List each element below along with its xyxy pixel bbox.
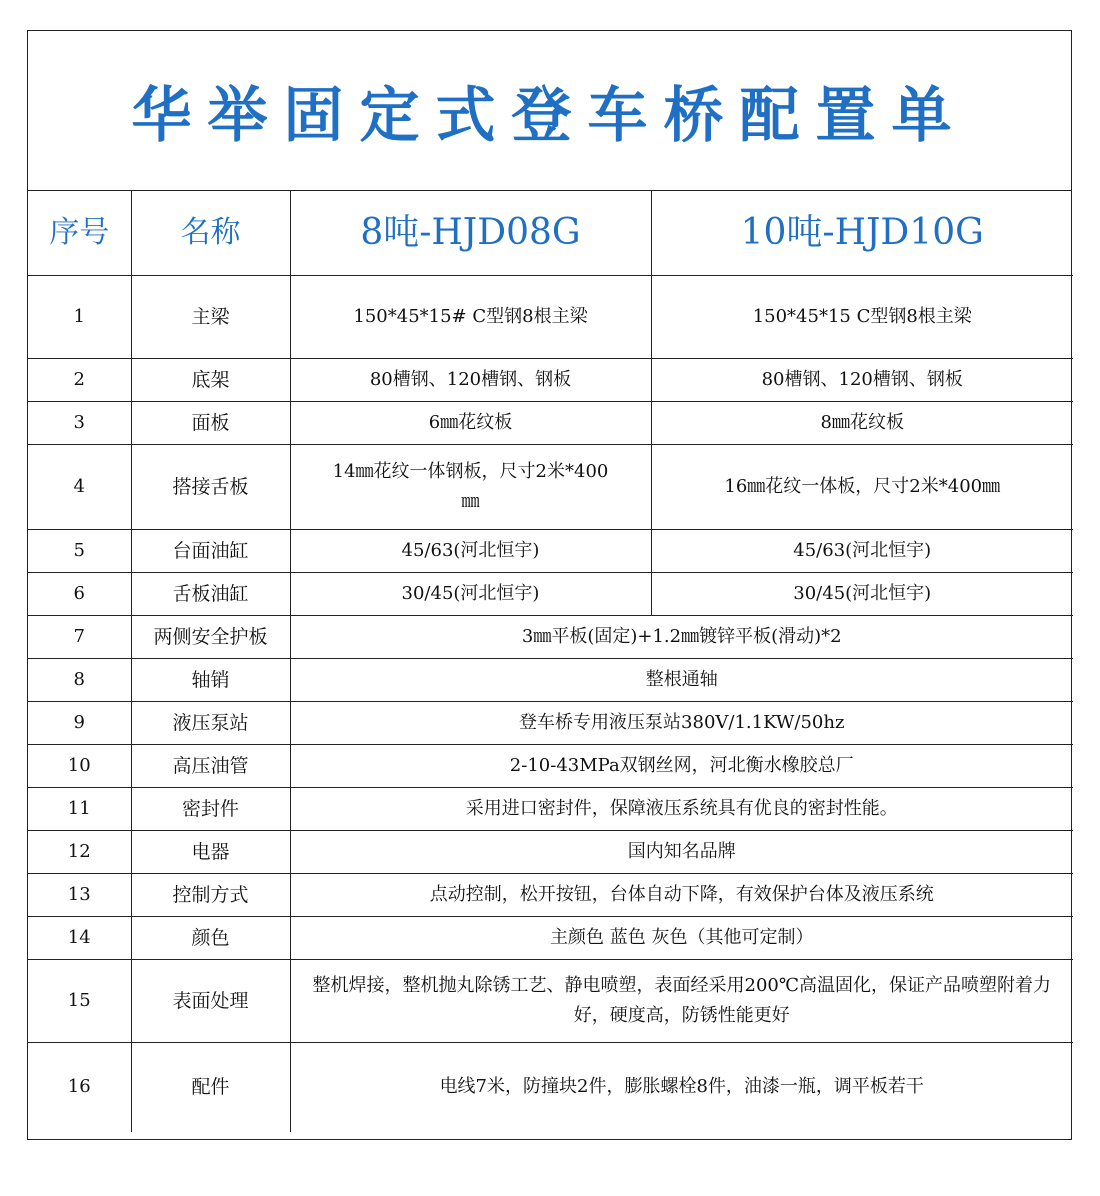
- row-value-10t: 30/45(河北恒宇): [651, 573, 1073, 616]
- row-value-10t: 150*45*15 C型钢8根主梁: [651, 276, 1073, 359]
- row-name: 台面油缸: [131, 530, 290, 573]
- row-value-shared: 3㎜平板(固定)+1.2㎜镀锌平板(滑动)*2: [290, 616, 1073, 659]
- row-value-shared: 采用进口密封件，保障液压系统具有优良的密封性能。: [290, 788, 1073, 831]
- row-value-shared: 2-10-43MPa双钢丝网，河北衡水橡胶总厂: [290, 745, 1073, 788]
- row-value-shared: 整机焊接，整机抛丸除锈工艺、静电喷塑，表面经采用200℃高温固化，保证产品喷塑附着力好，硬度高，防锈性能更好: [290, 960, 1073, 1043]
- row-name: 表面处理: [131, 960, 290, 1043]
- header-model-10t: 10吨-HJD10G: [651, 191, 1073, 276]
- table-row: [28, 960, 1073, 1043]
- table-row: [28, 745, 1073, 788]
- row-index: 3: [28, 402, 131, 445]
- row-value-10t: 8㎜花纹板: [651, 402, 1073, 445]
- header-model-8t: 8吨-HJD08G: [290, 191, 651, 276]
- row-value-shared: 登车桥专用液压泵站380V/1.1KW/50hz: [290, 702, 1073, 745]
- row-index: 10: [28, 745, 131, 788]
- header-index: 序号: [28, 191, 131, 276]
- table-row: [28, 659, 1073, 702]
- row-name: 面板: [131, 402, 290, 445]
- row-index: 5: [28, 530, 131, 573]
- row-index: 9: [28, 702, 131, 745]
- row-index: 13: [28, 874, 131, 917]
- header-row: [28, 191, 1073, 276]
- row-index: 15: [28, 960, 131, 1043]
- row-index: 14: [28, 917, 131, 960]
- row-value-10t: 45/63(河北恒宇): [651, 530, 1073, 573]
- row-value-shared: 整根通轴: [290, 659, 1073, 702]
- row-index: 16: [28, 1043, 131, 1132]
- row-value-10t: 16㎜花纹一体板，尺寸2米*400㎜: [651, 445, 1073, 530]
- title-row: [28, 31, 1071, 191]
- row-value-shared: 电线7米，防撞块2件，膨胀螺栓8件，油漆一瓶，调平板若干: [290, 1043, 1073, 1132]
- table-row: [28, 573, 1073, 616]
- row-name: 轴销: [131, 659, 290, 702]
- table-row: [28, 917, 1073, 960]
- table-row: [28, 402, 1073, 445]
- table-row: [28, 276, 1073, 359]
- row-index: 6: [28, 573, 131, 616]
- row-index: 2: [28, 359, 131, 402]
- row-value-8t: 45/63(河北恒宇): [290, 530, 651, 573]
- row-index: 7: [28, 616, 131, 659]
- table-row: [28, 530, 1073, 573]
- table-row: [28, 1043, 1073, 1132]
- row-index: 4: [28, 445, 131, 530]
- row-value-10t: 80槽钢、120槽钢、钢板: [651, 359, 1073, 402]
- row-name: 颜色: [131, 917, 290, 960]
- table-row: [28, 616, 1073, 659]
- row-value-8t: 150*45*15# C型钢8根主梁: [290, 276, 651, 359]
- header-name: 名称: [131, 191, 290, 276]
- row-index: 12: [28, 831, 131, 874]
- row-value-8t: 6㎜花纹板: [290, 402, 651, 445]
- table-row: [28, 788, 1073, 831]
- row-value-8t: 80槽钢、120槽钢、钢板: [290, 359, 651, 402]
- table-row: [28, 702, 1073, 745]
- row-name: 电器: [131, 831, 290, 874]
- row-name: 底架: [131, 359, 290, 402]
- config-sheet: [27, 30, 1072, 1140]
- config-table: [28, 191, 1073, 1132]
- row-name: 高压油管: [131, 745, 290, 788]
- table-row: [28, 831, 1073, 874]
- row-name: 控制方式: [131, 874, 290, 917]
- row-name: 主梁: [131, 276, 290, 359]
- row-index: 8: [28, 659, 131, 702]
- row-name: 配件: [131, 1043, 290, 1132]
- row-name: 搭接舌板: [131, 445, 290, 530]
- row-value-shared: 主颜色 蓝色 灰色（其他可定制）: [290, 917, 1073, 960]
- row-name: 密封件: [131, 788, 290, 831]
- row-name: 舌板油缸: [131, 573, 290, 616]
- row-value-8t: 30/45(河北恒宇): [290, 573, 651, 616]
- page-title: 华举固定式登车桥配置单: [131, 80, 968, 151]
- row-index: 1: [28, 276, 131, 359]
- row-index: 11: [28, 788, 131, 831]
- table-row: [28, 874, 1073, 917]
- row-value-shared: 国内知名品牌: [290, 831, 1073, 874]
- row-value-shared: 点动控制，松开按钮，台体自动下降，有效保护台体及液压系统: [290, 874, 1073, 917]
- row-value-8t: 14㎜花纹一体钢板，尺寸2米*400㎜: [290, 445, 651, 530]
- table-row: [28, 359, 1073, 402]
- table-row: [28, 445, 1073, 530]
- row-name: 液压泵站: [131, 702, 290, 745]
- row-name: 两侧安全护板: [131, 616, 290, 659]
